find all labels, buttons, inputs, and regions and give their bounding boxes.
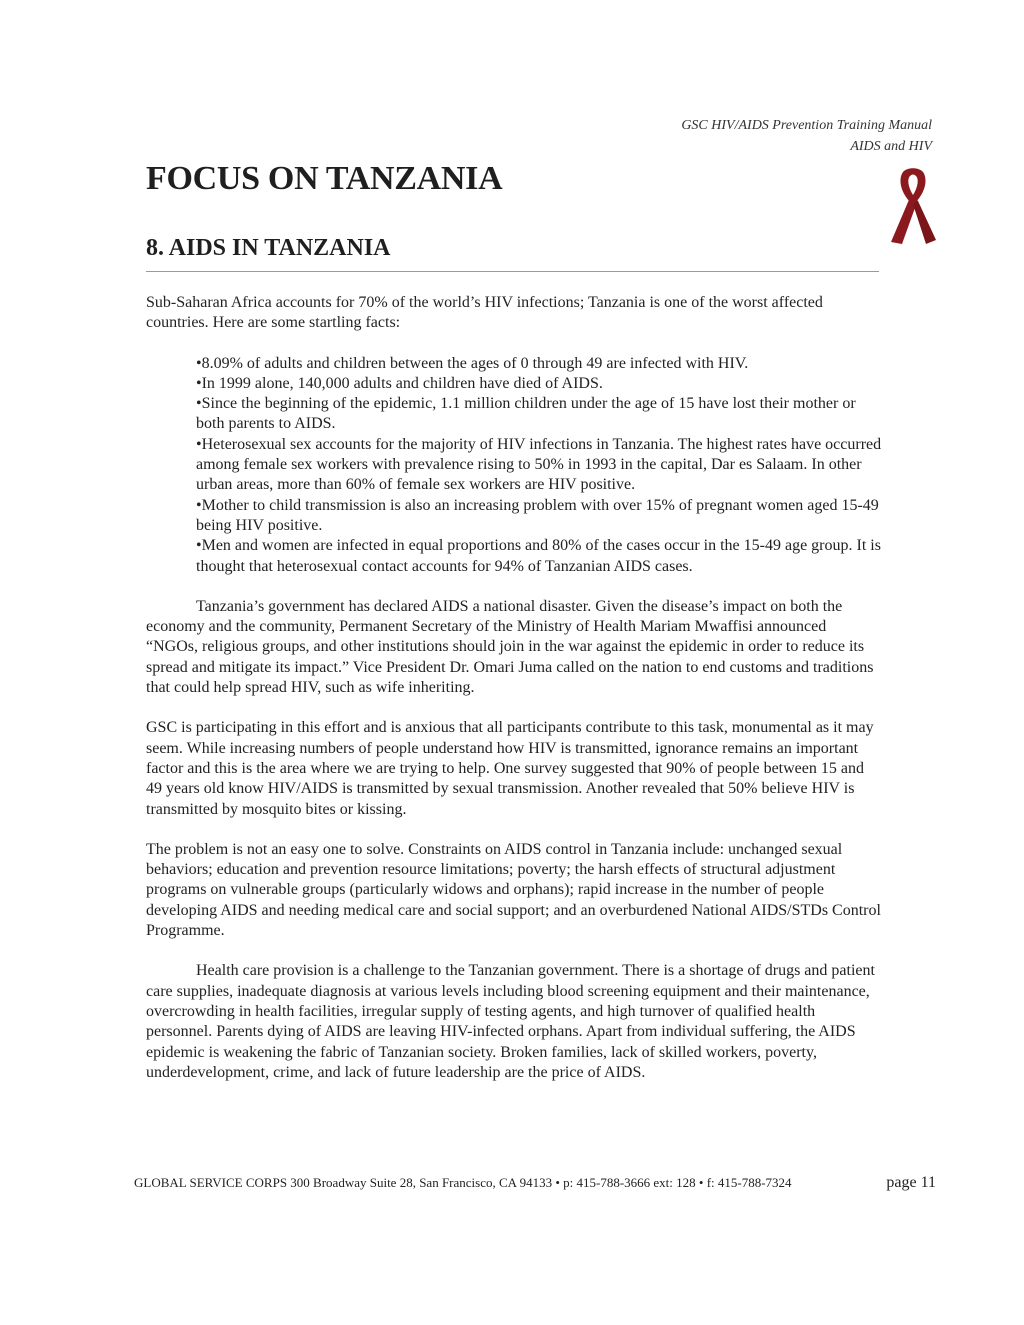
page-footer — [134, 1174, 936, 1192]
facts-list — [146, 354, 882, 577]
section-divider — [146, 271, 879, 272]
running-header — [681, 115, 932, 157]
ribbon-loop — [900, 168, 925, 205]
paragraph-health-care: Health care provision is a challenge to the Tanzanian government. There is a shortage of drugs and patient care supplies, inadequate diagnosis at various levels including blood screening equipment and their maintenance, overcrowding in health facilities, irregular supply of testing agents, and high turnover of qualified health personnel. Parents dying of AIDS are leaving HIV-infected orphans. Apart from individual suffering, the AIDS epidemic is weakening the fabric of Tanzanian society. Broken families, lack of skilled workers, poverty, underdevelopment, crime, and lack of future leadership are the price of AIDS. — [146, 962, 875, 1081]
page-title: FOCUS ON TANZANIA — [146, 160, 503, 197]
footer-contact: GLOBAL SERVICE CORPS 300 Broadway Suite 28, San Francisco, CA 94133 • p: 415-788-3666 ext: 128 • f: 415-788-7324 — [134, 1175, 792, 1190]
section-title: 8. AIDS IN TANZANIA — [146, 235, 391, 261]
fact-item: •Mother to child transmission is also an increasing problem with over 15% of pregnant women aged 15-49 being HIV positive. — [196, 496, 879, 534]
fact-item: •Heterosexual sex accounts for the majority of HIV infections in Tanzania. The highest rates have occurred among female sex workers with prevalence rising to 50% in 1993 in the capital, Dar es Salaam. In other urban areas, more than 60% of female sex workers are HIV positive. — [196, 435, 882, 494]
manual-title: GSC HIV/AIDS Prevention Training Manual — [681, 118, 932, 133]
fact-item: •Since the beginning of the epidemic, 1.1 million children under the age of 15 have lost their mother or both parents to AIDS. — [196, 395, 856, 433]
paragraph-constraints: The problem is not an easy one to solve. Constraints on AIDS control in Tanzania include: unchanged sexual behaviors; education and prevention resource limitations; poverty; the harsh effects of structural adjustment programs on vulnerable groups (particularly widows and orphans); rapid increase in the number of people developing AIDS and needing medical care and social support; and an overburdened National AIDS/STDs Control Programme. — [146, 840, 881, 940]
fact-item: •In 1999 alone, 140,000 adults and children have died of AIDS. — [196, 374, 603, 392]
fact-item: •8.09% of adults and children between the ages of 0 through 49 are infected with HIV. — [196, 354, 749, 372]
document-body — [146, 293, 882, 1083]
page-number: page 11 — [886, 1174, 936, 1191]
fact-item: •Men and women are infected in equal proportions and 80% of the cases occur in the 15-49 age group. It is thought that heterosexual contact accounts for 94% of Tanzanian AIDS cases. — [196, 537, 881, 575]
paragraph-gsc: GSC is participating in this effort and is anxious that all participants contribute to this task, monumental as it may seem. While increasing numbers of people understand how HIV is transmitted, ignorance remains an important factor and this is the area where we are trying to help. One survey suggested that 90% of people between 15 and 49 years old know HIV/AIDS is transmitted by sexual transmission. Another revealed that 50% believe HIV is transmitted by mosquito bites or kissing. — [146, 719, 874, 818]
paragraph-government: Tanzania’s government has declared AIDS a national disaster. Given the disease’s impact on both the economy and the community, Permanent Secretary of the Ministry of Health Mariam Mwaffisi announced “NGOs, religious groups, and other institutions should join in the war against the epidemic in order to reduce its spread and mitigate its impact.” Vice President Dr. Omari Juma called on the nation to end customs and traditions that could help spread HIV, such as wife inheriting. — [146, 597, 874, 697]
awareness-ribbon-icon — [888, 165, 938, 245]
section-name: AIDS and HIV — [850, 139, 932, 154]
intro-paragraph: Sub-Saharan Africa accounts for 70% of the world’s HIV infections; Tanzania is one of the worst affected countries. Here are some startling facts: — [146, 294, 823, 332]
